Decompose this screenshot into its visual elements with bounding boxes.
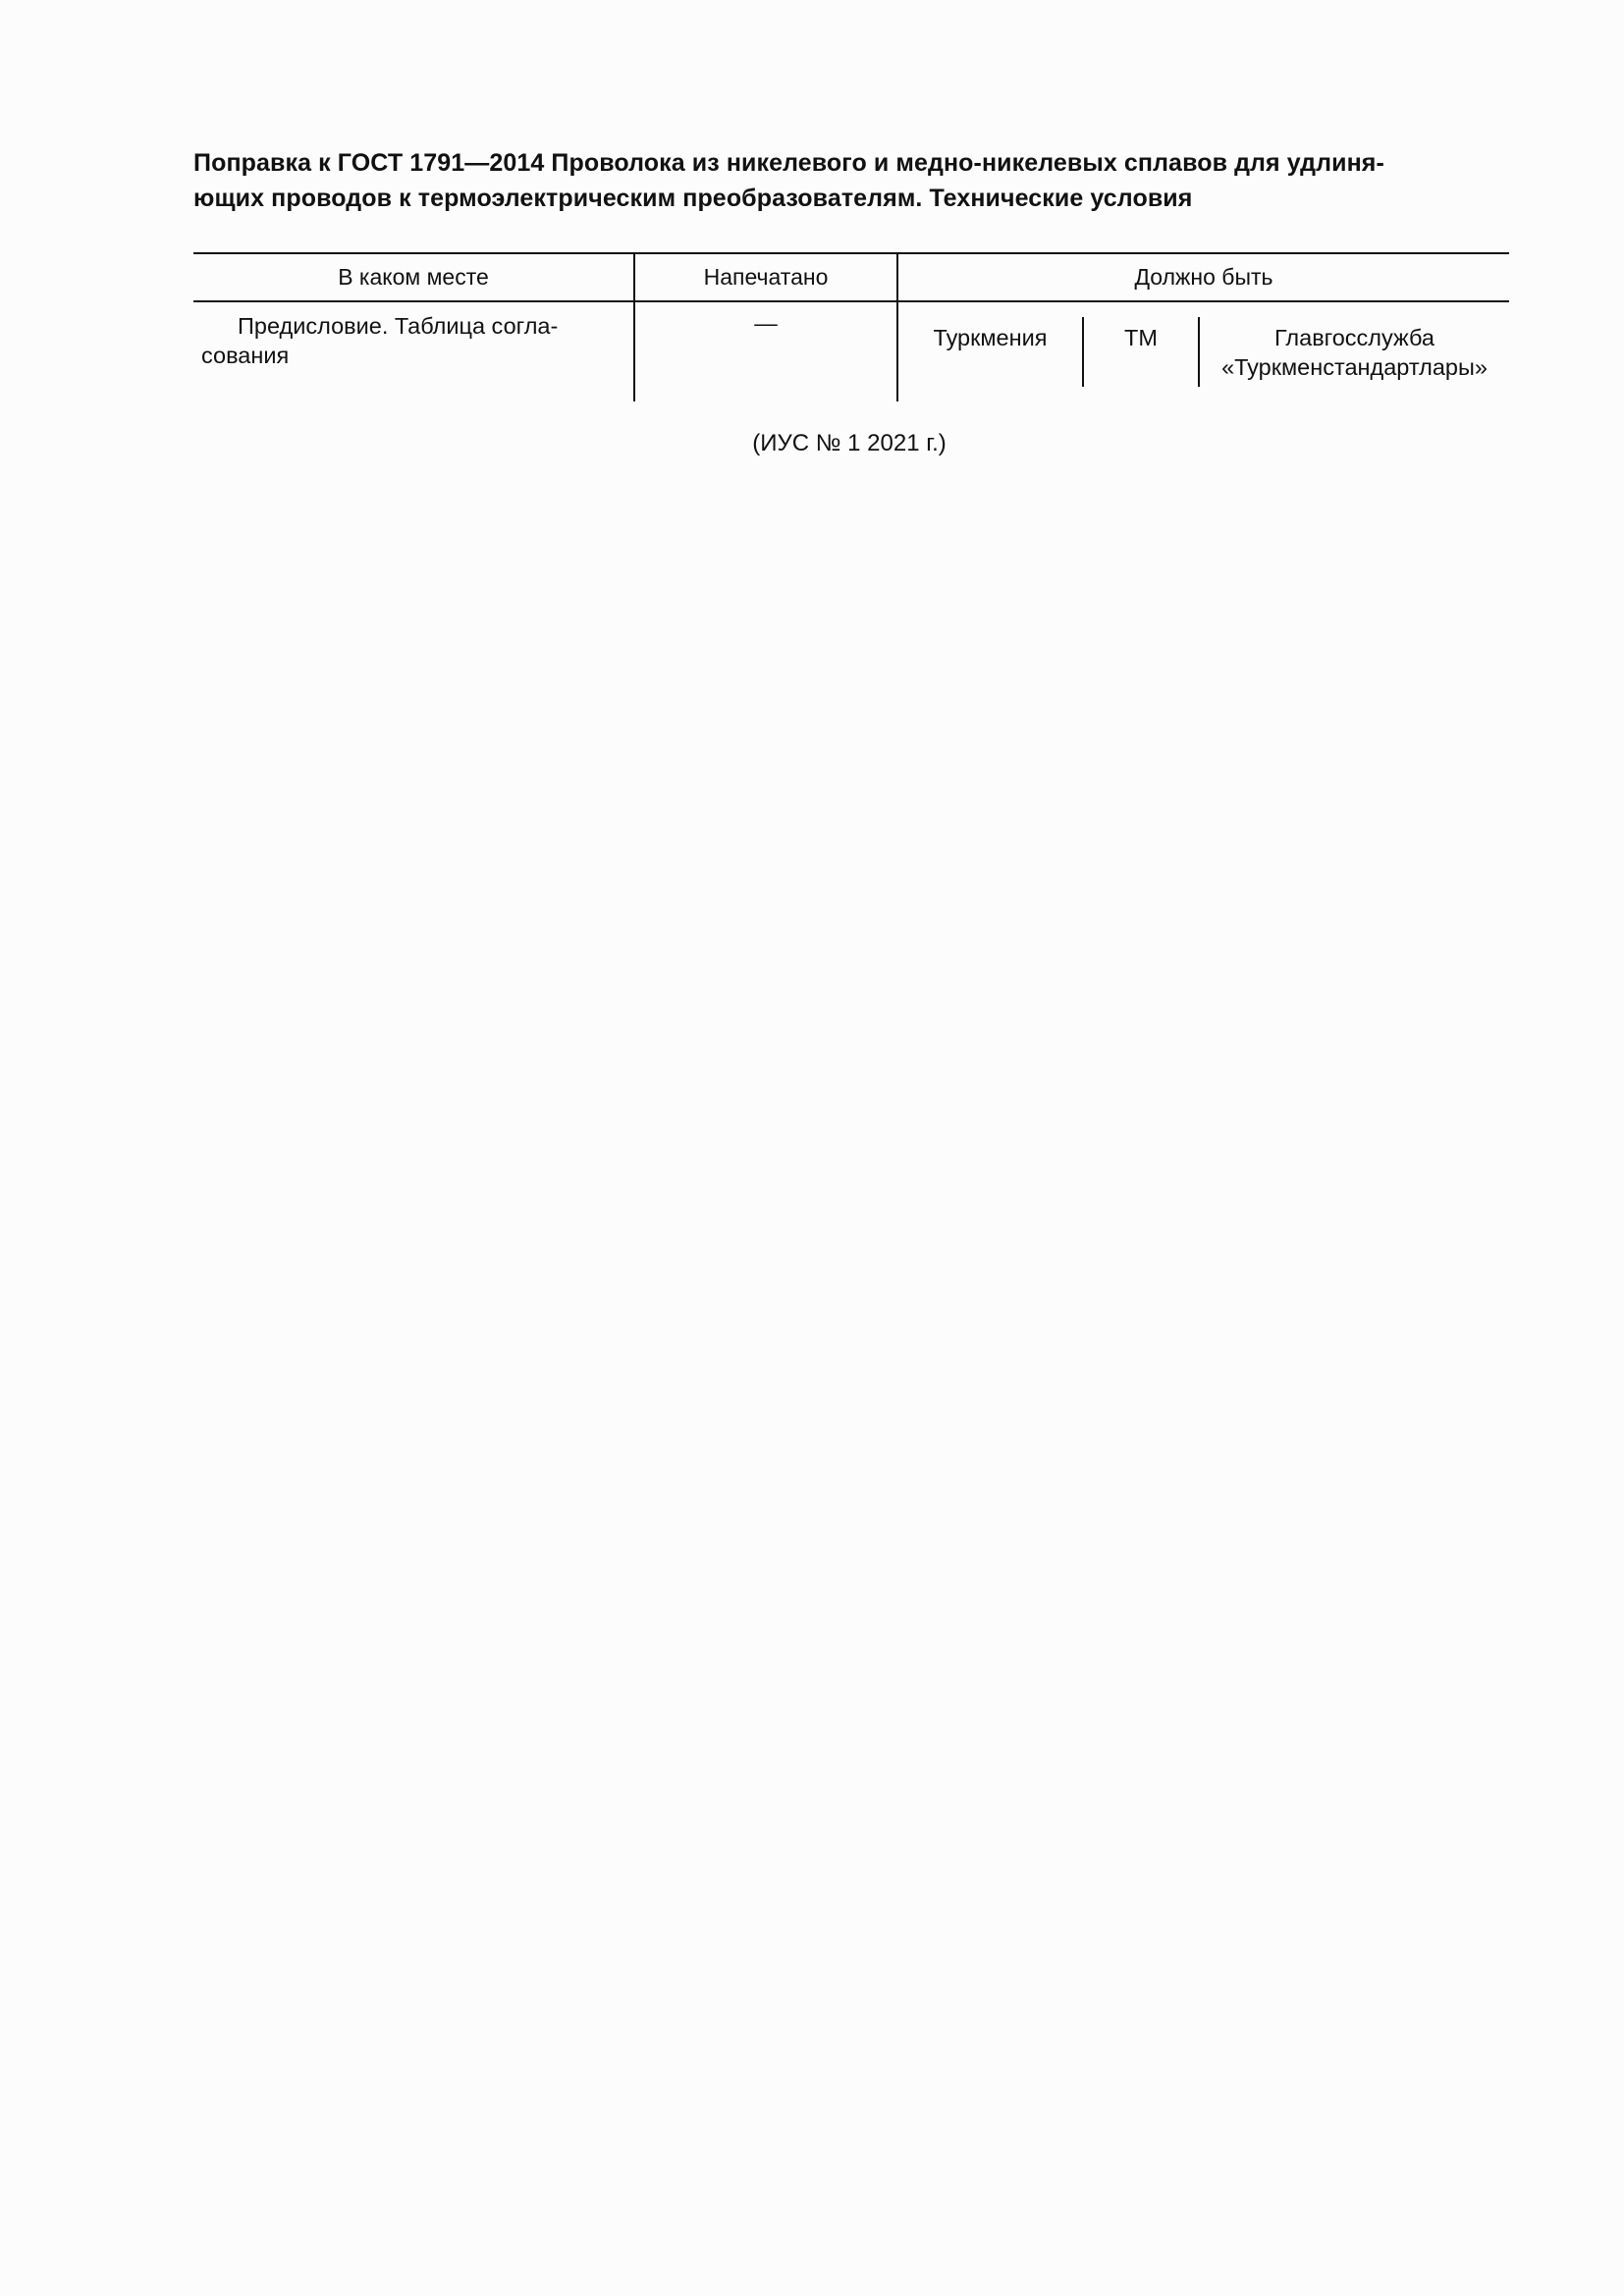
cell-standards-body-line-2: «Туркменстандартлары» xyxy=(1221,354,1488,380)
amendment-table xyxy=(193,252,1509,401)
publication-reference: (ИУС № 1 2021 г.) xyxy=(752,430,947,456)
cell-standards-body-line-1: Главгосслужба xyxy=(1274,325,1435,350)
table-top-rule xyxy=(193,252,1509,254)
cell-country-code: ТМ xyxy=(1124,325,1158,350)
cell-country: Туркмения xyxy=(933,325,1048,350)
cell-where xyxy=(201,311,625,370)
cell-printed: — xyxy=(754,310,778,336)
cell-where-line-1: Предисловие. Таблица согла- xyxy=(238,313,559,339)
cell-where-line-2: сования xyxy=(201,343,290,368)
header-should-be: Должно быть xyxy=(1134,264,1273,290)
table-header-rule xyxy=(193,300,1509,302)
header-where: В каком месте xyxy=(338,264,489,290)
title-line-2: ющих проводов к термоэлектрическим преобразователям. Технические условия xyxy=(193,185,1193,212)
cell-standards-body xyxy=(1200,323,1509,382)
document-title xyxy=(193,145,1509,216)
title-line-1: Поправка к ГОСТ 1791—2014 Проволока из никелевого и медно-никелевых сплавов для удлиня- xyxy=(193,149,1384,177)
header-printed: Напечатано xyxy=(703,264,829,290)
